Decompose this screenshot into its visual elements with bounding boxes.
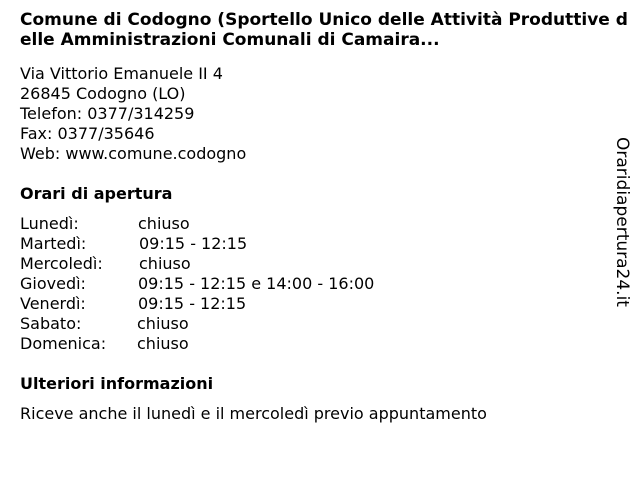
hours-day: Mercoledì: xyxy=(20,254,103,273)
hours-day: Domenica: xyxy=(20,334,107,353)
info-heading: Ulteriori informazioni xyxy=(20,374,214,393)
city-line: 26845 Codogno (LO) xyxy=(20,84,186,103)
hours-time: 09:15 - 12:15 e 14:00 - 16:00 xyxy=(138,274,375,293)
site-watermark: Oraridiapertura24.it xyxy=(612,137,632,307)
hours-time: chiuso xyxy=(139,254,191,273)
hours-time: chiuso xyxy=(137,334,189,353)
hours-day: Giovedì: xyxy=(20,274,86,293)
hours-day: Lunedì: xyxy=(20,214,79,233)
hours-time: chiuso xyxy=(137,314,189,333)
hours-day: Martedì: xyxy=(20,234,87,253)
hours-time: 09:15 - 12:15 xyxy=(138,294,247,313)
hours-day: Venerdì: xyxy=(20,294,86,313)
contact-block xyxy=(20,64,246,164)
phone-line: Telefon: 0377/314259 xyxy=(20,104,195,123)
hours-day: Sabato: xyxy=(20,314,82,333)
hours-time: 09:15 - 12:15 xyxy=(139,234,248,253)
info-text: Riceve anche il lunedì e il mercoledì previo appuntamento xyxy=(20,404,487,423)
web-line: Web: www.comune.codogno xyxy=(20,144,247,163)
hours-time: chiuso xyxy=(138,214,190,233)
hours-heading: Orari di apertura xyxy=(20,184,173,203)
fax-line: Fax: 0377/35646 xyxy=(20,124,155,143)
page-title: Comune di Codogno (Sportello Unico delle Attività Produttive delle Amministrazioni Comunali di Camaira... xyxy=(20,10,628,50)
address-line: Via Vittorio Emanuele II 4 xyxy=(20,64,223,83)
